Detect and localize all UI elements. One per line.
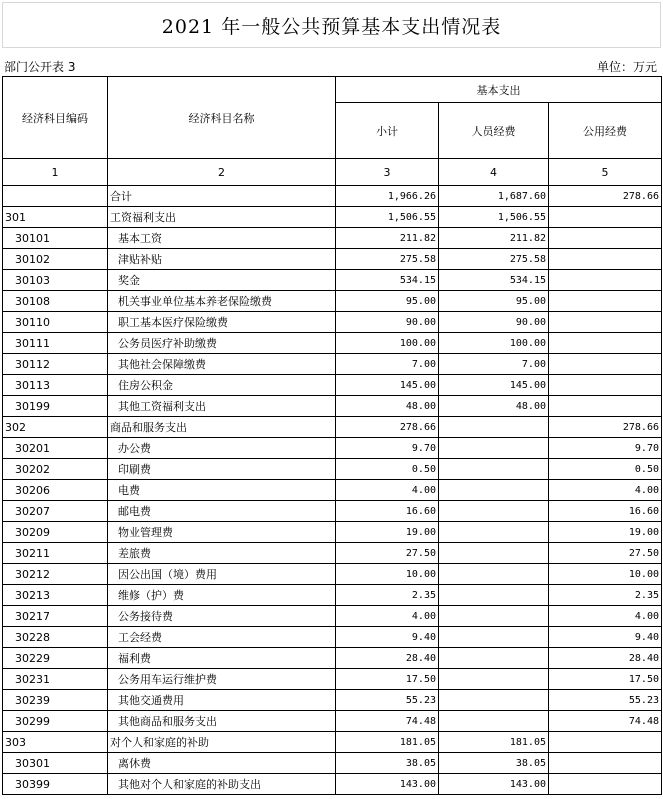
public-cell: [549, 375, 662, 396]
index-cell: 3: [336, 159, 439, 186]
public-cell: 278.66: [549, 186, 662, 207]
table-row: [3, 627, 662, 648]
table-row: [3, 417, 662, 438]
table-row: [3, 585, 662, 606]
table-id-label: 部门公开表 3: [4, 60, 76, 74]
name-cell: 其他对个人和家庭的补助支出: [108, 774, 336, 795]
public-cell: [549, 396, 662, 417]
public-cell: [549, 312, 662, 333]
header-public: 公用经费: [549, 103, 662, 159]
code-cell: 30108: [3, 291, 108, 312]
table-row: [3, 732, 662, 753]
subtotal-cell: 74.48: [336, 711, 439, 732]
personnel-cell: 95.00: [439, 291, 549, 312]
subtotal-cell: 28.40: [336, 648, 439, 669]
table-row: [3, 270, 662, 291]
personnel-cell: 145.00: [439, 375, 549, 396]
table-row: [3, 564, 662, 585]
public-cell: [549, 249, 662, 270]
name-cell: 办公费: [108, 438, 336, 459]
subtotal-cell: 211.82: [336, 228, 439, 249]
code-cell: 30199: [3, 396, 108, 417]
personnel-cell: 534.15: [439, 270, 549, 291]
table-row: [3, 291, 662, 312]
header-basic-expenditure: 基本支出: [336, 77, 662, 103]
code-cell: 30111: [3, 333, 108, 354]
personnel-cell: 275.58: [439, 249, 549, 270]
subtotal-cell: 145.00: [336, 375, 439, 396]
table-row: [3, 480, 662, 501]
name-cell: 公务接待费: [108, 606, 336, 627]
budget-table: [2, 76, 662, 795]
public-cell: 19.00: [549, 522, 662, 543]
subtotal-cell: 4.00: [336, 606, 439, 627]
subtotal-cell: 2.35: [336, 585, 439, 606]
code-cell: 30110: [3, 312, 108, 333]
header-personnel: 人员经费: [439, 103, 549, 159]
personnel-cell: 1,506.55: [439, 207, 549, 228]
name-cell: 基本工资: [108, 228, 336, 249]
table-row: [3, 711, 662, 732]
public-cell: 55.23: [549, 690, 662, 711]
unit-label: 单位：万元: [596, 60, 657, 74]
code-cell: 30228: [3, 627, 108, 648]
name-cell: 离休费: [108, 753, 336, 774]
table-row: [3, 228, 662, 249]
personnel-cell: 90.00: [439, 312, 549, 333]
table-row: [3, 396, 662, 417]
subtotal-cell: 10.00: [336, 564, 439, 585]
public-cell: 0.50: [549, 459, 662, 480]
name-cell: 商品和服务支出: [108, 417, 336, 438]
index-cell: 4: [439, 159, 549, 186]
table-row: [3, 438, 662, 459]
name-cell: 邮电费: [108, 501, 336, 522]
personnel-cell: [439, 501, 549, 522]
code-cell: 30202: [3, 459, 108, 480]
public-cell: 10.00: [549, 564, 662, 585]
name-cell: 机关事业单位基本养老保险缴费: [108, 291, 336, 312]
table-row: [3, 522, 662, 543]
code-cell: 30113: [3, 375, 108, 396]
subtotal-cell: 4.00: [336, 480, 439, 501]
code-cell: 30301: [3, 753, 108, 774]
index-cell: 5: [549, 159, 662, 186]
code-cell: 30112: [3, 354, 108, 375]
name-cell: 其他商品和服务支出: [108, 711, 336, 732]
subtotal-cell: 143.00: [336, 774, 439, 795]
public-cell: [549, 774, 662, 795]
personnel-cell: [439, 564, 549, 585]
subtotal-cell: 90.00: [336, 312, 439, 333]
subtotal-cell: 27.50: [336, 543, 439, 564]
public-cell: [549, 333, 662, 354]
public-cell: 28.40: [549, 648, 662, 669]
table-row: [3, 753, 662, 774]
name-cell: 物业管理费: [108, 522, 336, 543]
personnel-cell: [439, 648, 549, 669]
personnel-cell: 181.05: [439, 732, 549, 753]
name-cell: 差旅费: [108, 543, 336, 564]
personnel-cell: [439, 459, 549, 480]
code-cell: [3, 186, 108, 207]
name-cell: 公务用车运行维护费: [108, 669, 336, 690]
code-cell: 30213: [3, 585, 108, 606]
public-cell: [549, 753, 662, 774]
subtotal-cell: 1,506.55: [336, 207, 439, 228]
code-cell: 303: [3, 732, 108, 753]
subtotal-cell: 0.50: [336, 459, 439, 480]
personnel-cell: [439, 585, 549, 606]
name-cell: 因公出国（境）费用: [108, 564, 336, 585]
public-cell: [549, 207, 662, 228]
table-row: [3, 249, 662, 270]
personnel-cell: [439, 690, 549, 711]
code-cell: 30231: [3, 669, 108, 690]
table-row: [3, 606, 662, 627]
index-cell: 1: [3, 159, 108, 186]
name-cell: 职工基本医疗保险缴费: [108, 312, 336, 333]
code-cell: 30207: [3, 501, 108, 522]
personnel-cell: 48.00: [439, 396, 549, 417]
public-cell: [549, 228, 662, 249]
name-cell: 印刷费: [108, 459, 336, 480]
table-row: [3, 774, 662, 795]
subtotal-cell: 278.66: [336, 417, 439, 438]
subtotal-cell: 17.50: [336, 669, 439, 690]
code-cell: 302: [3, 417, 108, 438]
code-cell: 30201: [3, 438, 108, 459]
code-cell: 30299: [3, 711, 108, 732]
subtotal-cell: 9.40: [336, 627, 439, 648]
subtotal-cell: 1,966.26: [336, 186, 439, 207]
subtotal-cell: 7.00: [336, 354, 439, 375]
name-cell: 公务员医疗补助缴费: [108, 333, 336, 354]
name-cell: 电费: [108, 480, 336, 501]
public-cell: [549, 270, 662, 291]
personnel-cell: [439, 480, 549, 501]
code-cell: 30229: [3, 648, 108, 669]
table-row: [3, 312, 662, 333]
personnel-cell: 211.82: [439, 228, 549, 249]
public-cell: 2.35: [549, 585, 662, 606]
personnel-cell: [439, 606, 549, 627]
subtotal-cell: 534.15: [336, 270, 439, 291]
public-cell: 9.70: [549, 438, 662, 459]
personnel-cell: [439, 711, 549, 732]
code-cell: 30399: [3, 774, 108, 795]
public-cell: [549, 732, 662, 753]
subtotal-cell: 19.00: [336, 522, 439, 543]
table-row: [3, 207, 662, 228]
personnel-cell: [439, 438, 549, 459]
name-cell: 奖金: [108, 270, 336, 291]
table-row: [3, 648, 662, 669]
name-cell: 住房公积金: [108, 375, 336, 396]
code-cell: 30103: [3, 270, 108, 291]
public-cell: 74.48: [549, 711, 662, 732]
table-meta-bar: [2, 50, 661, 75]
personnel-cell: 38.05: [439, 753, 549, 774]
table-row: [3, 333, 662, 354]
public-cell: 278.66: [549, 417, 662, 438]
public-cell: 4.00: [549, 480, 662, 501]
subtotal-cell: 16.60: [336, 501, 439, 522]
name-cell: 津贴补贴: [108, 249, 336, 270]
name-cell: 工资福利支出: [108, 207, 336, 228]
name-cell: 合计: [108, 186, 336, 207]
subtotal-cell: 100.00: [336, 333, 439, 354]
header-subtotal: 小计: [336, 103, 439, 159]
code-cell: 301: [3, 207, 108, 228]
code-cell: 30101: [3, 228, 108, 249]
subtotal-cell: 38.05: [336, 753, 439, 774]
header-name: 经济科目名称: [108, 77, 336, 159]
code-cell: 30209: [3, 522, 108, 543]
public-cell: [549, 291, 662, 312]
subtotal-cell: 9.70: [336, 438, 439, 459]
subtotal-cell: 95.00: [336, 291, 439, 312]
header-code: 经济科目编码: [3, 77, 108, 159]
public-cell: [549, 354, 662, 375]
code-cell: 30217: [3, 606, 108, 627]
personnel-cell: [439, 522, 549, 543]
table-row: [3, 186, 662, 207]
name-cell: 对个人和家庭的补助: [108, 732, 336, 753]
table-row: [3, 690, 662, 711]
public-cell: 27.50: [549, 543, 662, 564]
table-row: [3, 669, 662, 690]
index-cell: 2: [108, 159, 336, 186]
personnel-cell: 1,687.60: [439, 186, 549, 207]
subtotal-cell: 55.23: [336, 690, 439, 711]
subtotal-cell: 181.05: [336, 732, 439, 753]
table-row: [3, 354, 662, 375]
code-cell: 30239: [3, 690, 108, 711]
code-cell: 30211: [3, 543, 108, 564]
personnel-cell: [439, 543, 549, 564]
page-title: 2021 年一般公共预算基本支出情况表: [2, 2, 661, 48]
name-cell: 其他社会保障缴费: [108, 354, 336, 375]
name-cell: 福利费: [108, 648, 336, 669]
public-cell: 4.00: [549, 606, 662, 627]
personnel-cell: 143.00: [439, 774, 549, 795]
public-cell: 17.50: [549, 669, 662, 690]
personnel-cell: 7.00: [439, 354, 549, 375]
personnel-cell: [439, 669, 549, 690]
name-cell: 维修（护）费: [108, 585, 336, 606]
table-row: [3, 375, 662, 396]
name-cell: 其他工资福利支出: [108, 396, 336, 417]
table-row: [3, 459, 662, 480]
subtotal-cell: 48.00: [336, 396, 439, 417]
table-row: [3, 543, 662, 564]
index-row: [3, 159, 662, 186]
code-cell: 30206: [3, 480, 108, 501]
table-row: [3, 501, 662, 522]
public-cell: 16.60: [549, 501, 662, 522]
personnel-cell: [439, 417, 549, 438]
personnel-cell: 100.00: [439, 333, 549, 354]
name-cell: 其他交通费用: [108, 690, 336, 711]
code-cell: 30212: [3, 564, 108, 585]
personnel-cell: [439, 627, 549, 648]
name-cell: 工会经费: [108, 627, 336, 648]
subtotal-cell: 275.58: [336, 249, 439, 270]
public-cell: 9.40: [549, 627, 662, 648]
code-cell: 30102: [3, 249, 108, 270]
